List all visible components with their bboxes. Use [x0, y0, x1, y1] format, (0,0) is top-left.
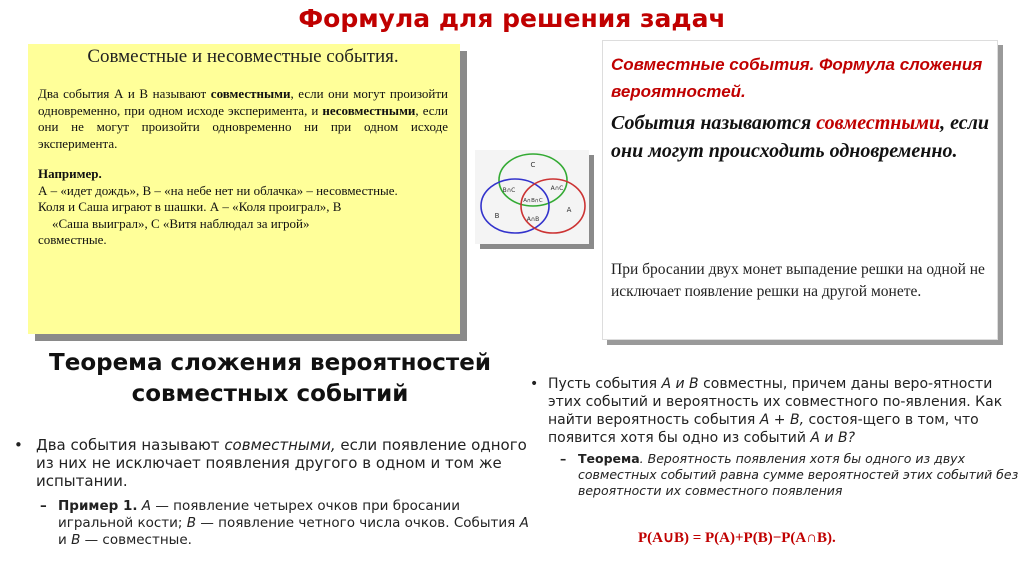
- example-text: — появление четырех очков при бросании игральной кости;: [58, 498, 460, 531]
- definition-text: , если они могут происходить одновременно.: [611, 112, 989, 162]
- yellow-card-definition: [38, 86, 448, 152]
- theorem-label: Теорема: [578, 451, 640, 466]
- example-line: совместные.: [38, 232, 107, 247]
- list-item: [12, 436, 532, 490]
- item-italic: совместными,: [224, 436, 336, 454]
- joint-events-card: [602, 40, 998, 340]
- theorem-text: . Вероятность появления хотя бы одного из двух совместных событий равна сумме вероятностей этих событий без вероятности их совместного появления: [578, 451, 1019, 498]
- theorem-title: [0, 348, 540, 410]
- yellow-card-title: Совместные и несовместные события.: [87, 46, 399, 67]
- event-b: В: [186, 515, 197, 531]
- dash-icon: –: [40, 498, 47, 514]
- item-text: Два события называют: [36, 436, 225, 454]
- example-heading: Например.: [38, 166, 102, 181]
- venn-label-ac: A∩C: [550, 185, 564, 192]
- coin-example: При бросании двух монет выпадение решки на одной не исключает появление решки на другой монете.: [611, 261, 985, 300]
- venn-label-abc: A∩B∩C: [523, 198, 543, 204]
- list-item: [526, 375, 1020, 447]
- item-text: совместны, причем даны веро-ятности этих событий и вероятность их совместного по-явления. Как найти вероятность события: [548, 376, 1003, 428]
- venn-diagram: [475, 150, 589, 244]
- venn-label-c: C: [530, 161, 536, 169]
- addition-formula: P(A∪B) = P(A)+P(B)−P(A∩B).: [638, 530, 836, 546]
- definition-text: События называются: [611, 112, 817, 134]
- event-a: А: [141, 498, 152, 514]
- event-b: В: [71, 532, 81, 548]
- theorem-title-line: совместных событий: [131, 381, 409, 407]
- bullet-icon: •: [530, 376, 539, 392]
- venn-label-b: B: [494, 212, 500, 220]
- yellow-definition-card: [28, 44, 460, 334]
- venn-label-bc: B∩C: [502, 187, 516, 194]
- dash-icon: –: [560, 451, 567, 466]
- theorem-statement: [526, 451, 1020, 499]
- example-line: А – «идет дождь», В – «на небе нет ни облачка» – несовместные.: [38, 182, 398, 198]
- addition-theorem-list: [526, 375, 1020, 499]
- definition-text: , если они не могут произойти одновременно ни при одном исходе эксперимента.: [38, 102, 448, 151]
- venn-label-ab: A∩B: [526, 216, 540, 223]
- item-text: если появление одного из них не исключает появления другого в одном и том же испытании.: [36, 436, 527, 490]
- definition-bold-joint: совместными: [210, 86, 291, 101]
- bullet-icon: •: [14, 436, 23, 454]
- example-line: Коля и Саша играют в шашки. А – «Коля проиграл», В: [38, 199, 342, 214]
- joint-events-title: Совместные события. Формула сложения вероятностей.: [611, 55, 983, 101]
- theorem-list: [12, 436, 532, 549]
- venn-label-a: A: [566, 206, 572, 214]
- example-item: [12, 498, 532, 549]
- event-a: А: [519, 515, 529, 531]
- item-italic: А + В,: [759, 412, 805, 428]
- item-text: Пусть события: [548, 376, 662, 392]
- item-text: состоя-щего в том, что появится хотя бы одно из событий: [548, 412, 979, 446]
- definition-bold-disjoint: несовместными: [322, 102, 416, 118]
- venn-diagram-svg: [475, 150, 589, 244]
- example-line: «Саша выиграл», С «Витя наблюдал за игрой»: [52, 215, 310, 231]
- page-title: Формула для решения задач: [298, 4, 726, 33]
- definition-text: , если они могут произойти одновременно, при одном исходе эксперимента, и: [38, 86, 448, 118]
- item-italic: А и В?: [810, 430, 856, 446]
- example-label: Пример 1.: [58, 498, 138, 514]
- joint-events-definition: [611, 109, 989, 165]
- definition-text: Два события А и В называют: [38, 86, 211, 101]
- definition-highlight: совместными: [816, 112, 941, 134]
- example-text: — совместные.: [80, 532, 192, 548]
- item-italic: А и В: [661, 376, 699, 392]
- example-text: — появление четного числа очков. События: [196, 515, 520, 531]
- theorem-title-line: Теорема сложения вероятностей: [49, 350, 491, 376]
- example-text: и: [58, 532, 72, 548]
